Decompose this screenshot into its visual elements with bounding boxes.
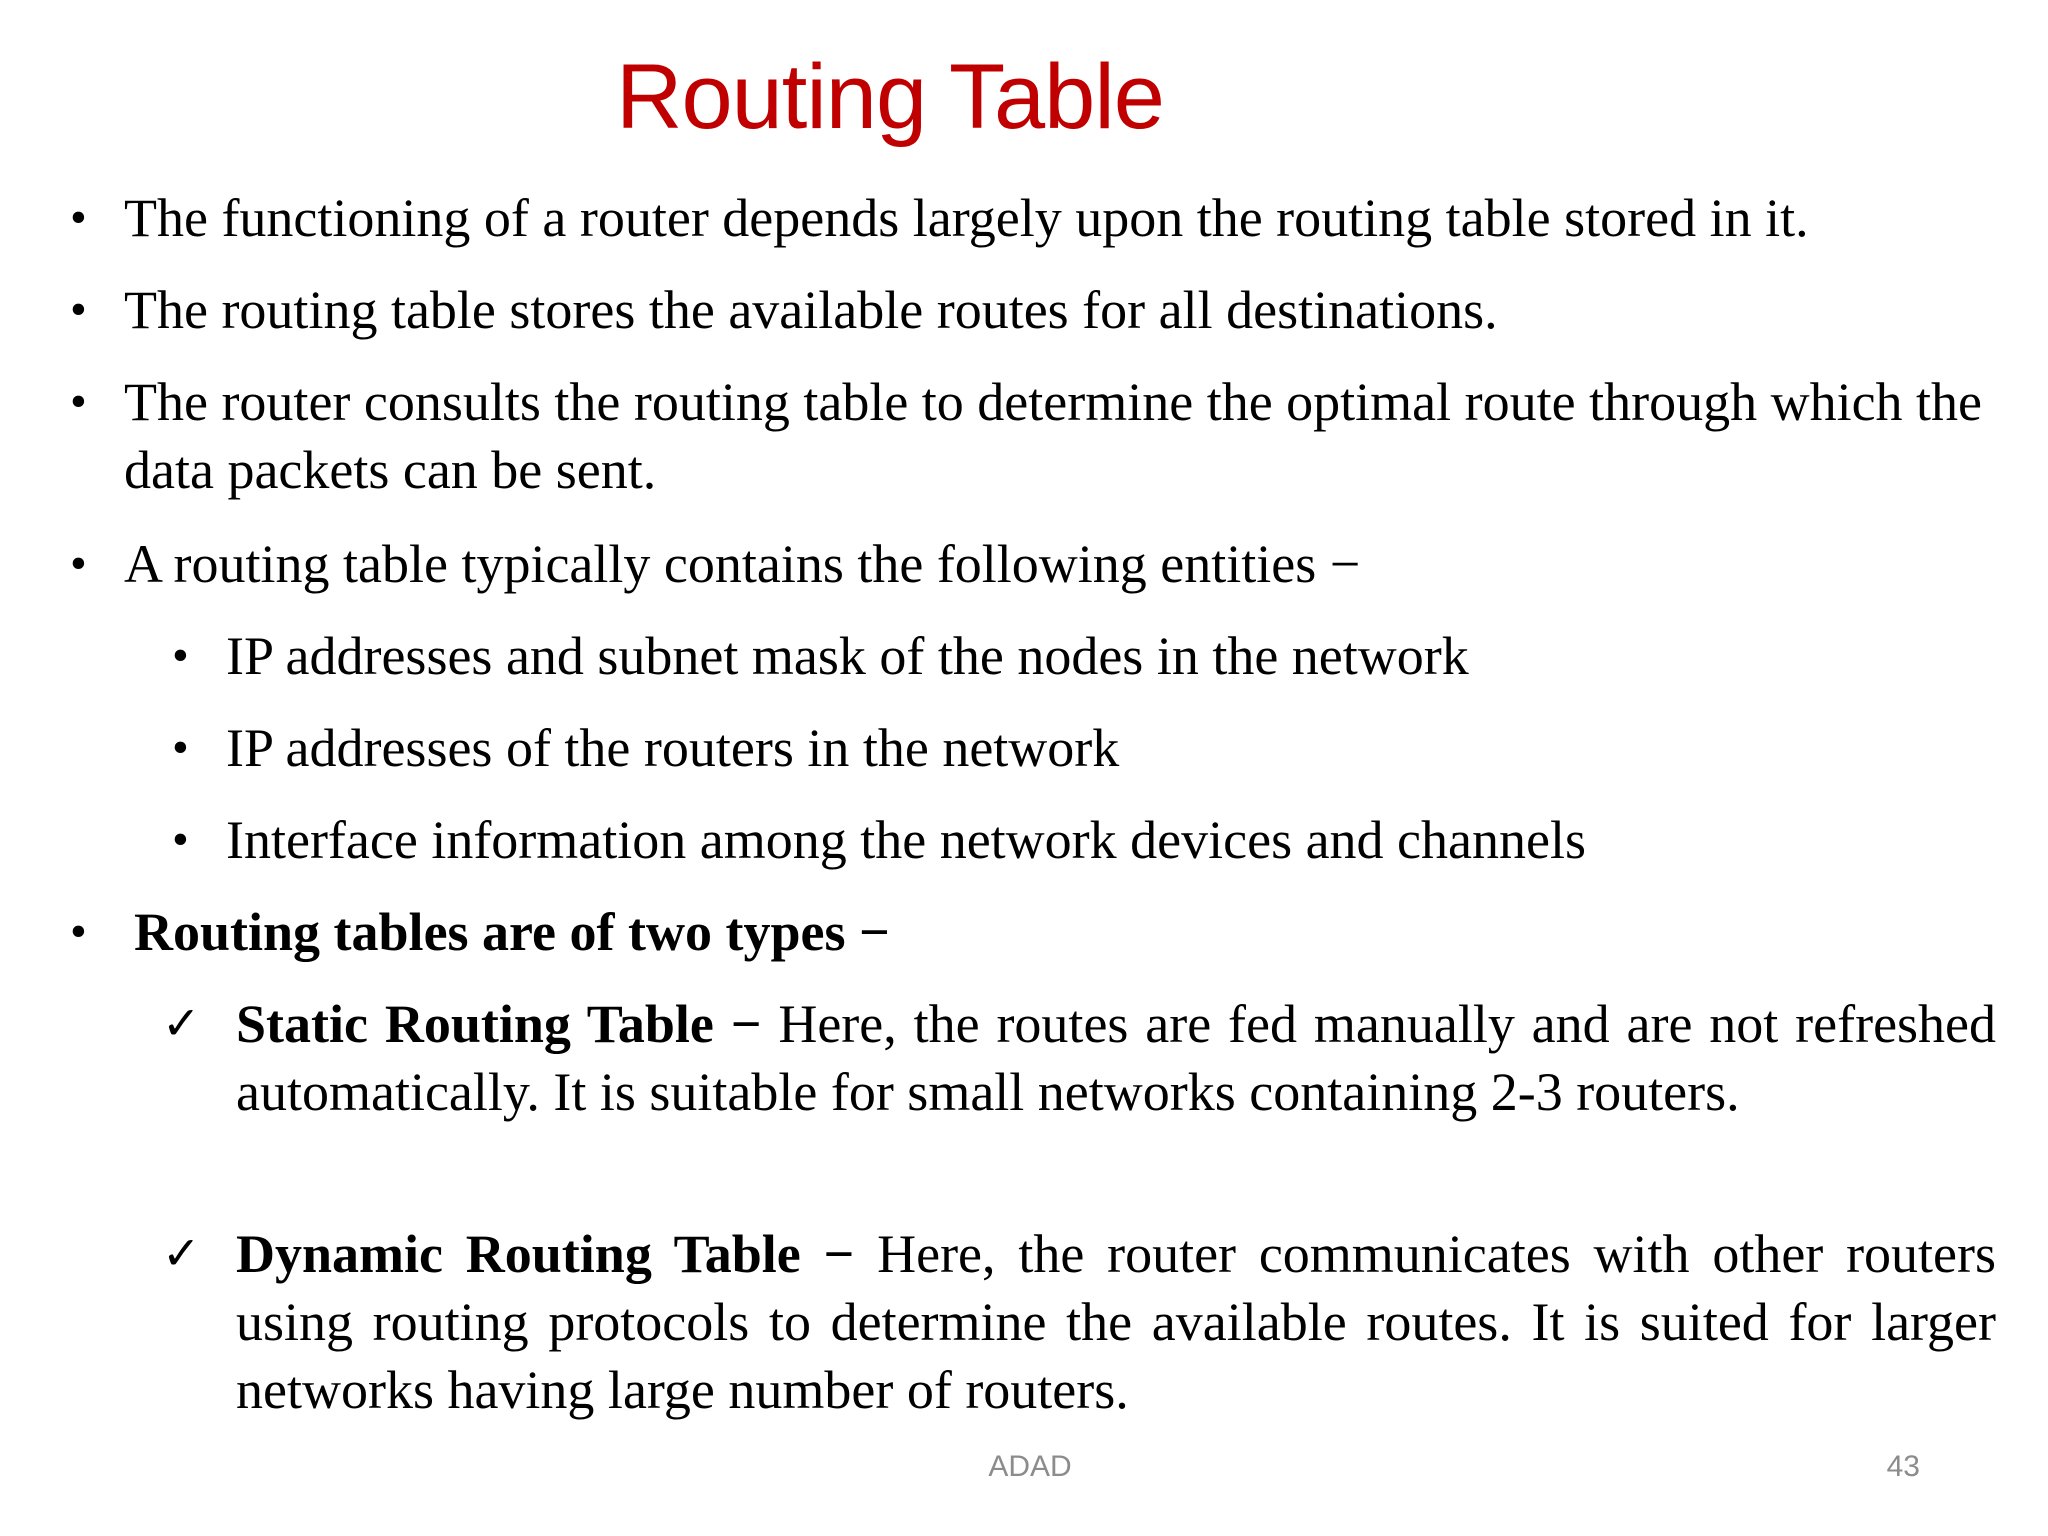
bullet-dot-icon: • [70, 905, 87, 958]
type-name: Dynamic Routing Table − [236, 1224, 855, 1284]
type-description: Here, the routes are fed manually and are not refreshed automatically. It is suitable for small networks containing 2-3 routers. [236, 994, 1997, 1122]
bullet-text: The routing table stores the available routes for all destinations. [124, 280, 1498, 340]
checkmark-icon: ✓ [162, 1228, 201, 1279]
sub-bullet-text: Interface information among the network devices and channels [226, 810, 1586, 870]
bullet-dot-icon: • [172, 813, 189, 866]
sub-bullet-text: IP addresses of the routers in the network [226, 718, 1120, 778]
page-number: 43 [1886, 1450, 1920, 1483]
check-item-text [236, 990, 1996, 1126]
bullet-dot-icon: • [70, 537, 87, 590]
bullet-text: The functioning of a router depends largely upon the routing table stored in it. [124, 188, 1809, 248]
bullet-text: A routing table typically contains the following entities − [124, 534, 1361, 594]
type-name: Static Routing Table − [236, 994, 762, 1054]
check-item-text [236, 1220, 1996, 1424]
sub-bullet-text: IP addresses and subnet mask of the nodes in the network [226, 626, 1469, 686]
type-description: Here, the router communicates with other routers using routing protocols to determine the available routes. It is suited for larger networks having large number of routers. [236, 1224, 1997, 1420]
bullet-dot-icon: • [70, 375, 87, 428]
footer-label: ADAD [988, 1450, 1072, 1483]
slide-title: Routing Table [616, 46, 1164, 148]
bullet-dot-icon: • [172, 721, 189, 774]
checkmark-icon: ✓ [162, 998, 201, 1049]
bullet-dot-icon: • [70, 283, 87, 336]
types-heading: Routing tables are of two types − [134, 902, 890, 962]
bullet-text: The router consults the routing table to determine the optimal route through which the data packets can be sent. [124, 372, 1983, 500]
bullet-dot-icon: • [172, 629, 189, 682]
bullet-dot-icon: • [70, 191, 87, 244]
